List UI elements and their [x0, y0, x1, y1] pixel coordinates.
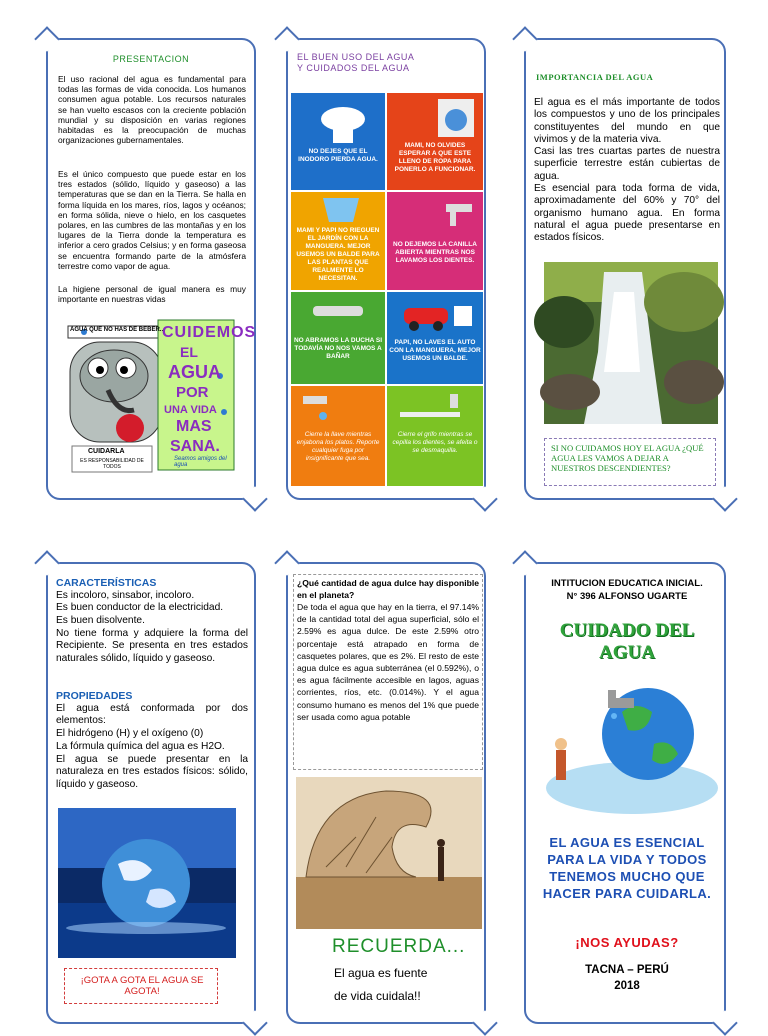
tip-tile — [387, 192, 483, 290]
paragraph: Es buen conductor de la electricidad. — [56, 602, 224, 613]
panel-buen-uso — [286, 38, 486, 500]
paragraph: Es esencial para toda forma de vida, aproximadamente del 60% y 70° del organismo humano agua. En forma natural el agua puede presentarse en estados físicos. — [534, 183, 720, 244]
earth-water-photo — [58, 808, 236, 958]
answer-text: De toda el agua que hay en la tierra, el 97.14% de la cantidad total del agua superficial, sólo el 2.59% es agua dulce. De este 2.59% otro porcentaje está atrapado en forma de casquetes polares, que es 2%. El resto de este agua dulce es agua subterránea (el 0.592%), o es agua fácilmente accesible en lagos, aguas corrientes, ríos, etc. (0.014%). Y el agua consumo humano es menos del 1% que puede ser usada como agua potable — [297, 602, 479, 722]
slogan-line: AGUA — [168, 362, 221, 382]
panel-title: EL BUEN USO DEL AGUA Y CUIDADOS DEL AGUA — [297, 52, 415, 73]
question-box — [293, 574, 483, 770]
quote-box — [544, 438, 716, 486]
drought-image — [296, 777, 482, 929]
paragraph: No tiene forma y adquiere la forma del Recipiente. Se presenta en tres estados naturales sólido, líquido y gaseoso. — [56, 628, 248, 664]
call-to-action — [534, 935, 720, 950]
paragraph: El agua es el más importante de todos los compuestos y uno de los principales constituyentes del mundo en que vivimos y de la materia viva. — [534, 97, 720, 145]
tip-text: MAMI Y PAPI NO RIEGUEN EL JARDÍN CON LA MANGUERA. MEJOR USEMOS UN BALDE PARA LAS PLANTAS QUE REALMENTE LO NECESITAN. — [296, 227, 380, 282]
toilet-icon — [293, 95, 383, 145]
slogan-line: MAS — [176, 418, 212, 435]
faucet-icon — [293, 388, 383, 428]
paragraph: Casi las tres cuartas partes de nuestra superficie terrestre están cubiertas de agua. — [534, 146, 720, 182]
waterfall-photo — [544, 262, 718, 424]
cartoon-image — [64, 316, 257, 476]
school-number: N° 396 ALFONSO UGARTE — [566, 591, 688, 602]
tip-tile — [291, 93, 385, 190]
school-name: INTITUCION EDUCATICA INICIAL. — [551, 578, 703, 589]
cta-text: ¡NOS AYUDAS? — [575, 935, 679, 950]
section-heading: CARACTERÍSTICAS — [56, 577, 157, 589]
paragraph: El uso racional del agua es fundamental para todas las formas de vida conocida. Los humanos consumen agua potable. Los recursos naturales se han vuelto escasos con la creciente población mundial y su disposición en varias regiones habitadas es la preocupación de muchas organizaciones gubernamentales. — [58, 74, 246, 146]
remember-box — [322, 934, 466, 1010]
paragraph: Es el único compuesto que puede estar en los tres estados (sólido, líquido y gaseoso) a las temperaturas que se dan en la Tierra. Se halla en forma líquida en los mares, ríos, lagos y océanos; en forma sólida, nieve o hielo, en los casquetes polares, en las cumbres de las montañas y en los lugares de la Tierra donde la temperatura es inferior a cero grados Celsius; y en forma gaseosa se encuentra formando parte de la atmósfera terrestre como vapor de agua. — [58, 169, 246, 271]
remember-line: de vida cuidala!! — [334, 989, 421, 1003]
paragraph: Es incoloro, sinsabor, incoloro. — [56, 590, 195, 601]
tip-text: Cierre el grifo mientras se cepilla los dientes, se afeita o se desmaquilla. — [392, 431, 478, 454]
panel-title: IMPORTANCIA DEL AGUA — [536, 72, 654, 82]
panel-portada — [524, 562, 726, 1024]
paragraph: La higiene personal de igual manera es muy importante en nuestras vidas — [58, 284, 246, 305]
question-text: ¿Qué cantidad de agua dulce hay disponible en el planeta? — [297, 578, 479, 600]
tip-tile — [291, 386, 385, 486]
tip-tile — [387, 386, 483, 486]
caption: ES RESPONSABILIDAD DE TODOS — [80, 458, 144, 470]
panel-presentacion — [46, 38, 256, 500]
paragraph: La fórmula química del agua es H2O. — [56, 741, 225, 752]
tip-text: PAPI, NO LAVES EL AUTO CON LA MANGUERA, MEJOR USEMOS UN BALDE. — [389, 339, 481, 362]
paragraph: El hidrógeno (H) y el oxígeno (0) — [56, 728, 204, 739]
tip-text: NO DEJES QUE EL INODORO PIERDA AGUA. — [298, 148, 378, 163]
slogan-text: EL AGUA ES ESENCIAL PARA LA VIDA Y TODOS TENEMOS MUCHO QUE HACER PARA CUIDARLA. — [542, 835, 712, 901]
shower-icon — [293, 294, 383, 334]
remember-title: RECUERDA... — [332, 936, 466, 957]
panel-importancia — [524, 38, 726, 500]
tip-tile — [291, 192, 385, 290]
paragraph: Es buen disolvente. — [56, 615, 145, 626]
tip-text: MAMI, NO OLVIDES ESPERAR A QUE ESTE LLENO DE ROPA PARA PONERLO A FUNCIONAR. — [394, 142, 476, 173]
tip-tile — [387, 292, 483, 384]
section-heading: PROPIEDADES — [56, 690, 133, 702]
tip-tile — [291, 292, 385, 384]
slogan-line: CUIDEMOS — [162, 324, 257, 341]
paragraph: El agua está conformada por dos elementos: — [56, 703, 248, 727]
slogan-line: SANA. — [170, 438, 220, 455]
quote-text: ¡GOTA A GOTA EL AGUA SE AGOTA! — [80, 975, 204, 997]
paragraph: El agua se puede presentar en la naturaleza en tres estados físicos: sólido, líquido y gaseoso. — [56, 754, 248, 790]
toothbrush-icon — [390, 388, 480, 428]
quote-text: SI NO CUIDAMOS HOY EL AGUA ¿QUÉ AGUA LES VAMOS A DEJAR A NUESTROS DESCENDIENTES? — [551, 443, 704, 473]
speech-bubble-text: AGUA QUE NO HAS DE BEBER... — [70, 327, 165, 333]
car-icon — [390, 294, 480, 336]
tip-text: Cierre la llave mientras enjabona los platos. Reporte cualquier fuga por insignificante que sea. — [296, 431, 380, 462]
year-text: 2018 — [614, 980, 640, 992]
location-text: TACNA – PERÚ — [585, 964, 669, 976]
earth-on-water-image — [58, 808, 236, 958]
cracked-earth-wave-image — [296, 777, 482, 929]
slogan-line: EL — [180, 344, 198, 360]
slogan-small: Seamos amigos del agua — [174, 456, 227, 468]
panel-title: PRESENTACION — [112, 54, 190, 64]
caption: CUIDARLA — [88, 448, 125, 455]
bucket-icon — [293, 194, 383, 224]
slogan-line: POR — [176, 384, 209, 401]
faucet-icon — [390, 194, 480, 238]
panel-caracteristicas — [46, 562, 256, 1024]
tip-tile — [387, 93, 483, 190]
remember-line: El agua es fuente — [334, 966, 428, 980]
slogan-line: UNA VIDA — [164, 404, 217, 416]
waterfall-image — [544, 262, 718, 424]
tip-text: NO DEJEMOS LA CANILLA ABIERTA MIENTRAS NOS LAVAMOS LOS DIENTES. — [393, 241, 477, 264]
quote-box — [64, 968, 218, 1004]
tip-text: NO ABRAMOS LA DUCHA SI TODAVÍA NO NOS VAMOS A BAÑAR — [293, 337, 383, 360]
washing-machine-icon — [390, 95, 480, 139]
brochure-logo-title: CUIDADO DEL AGUA — [559, 620, 695, 663]
earth-faucet-illustration — [544, 668, 720, 814]
earth-faucet-image — [544, 668, 720, 814]
panel-agua-dulce — [286, 562, 486, 1024]
